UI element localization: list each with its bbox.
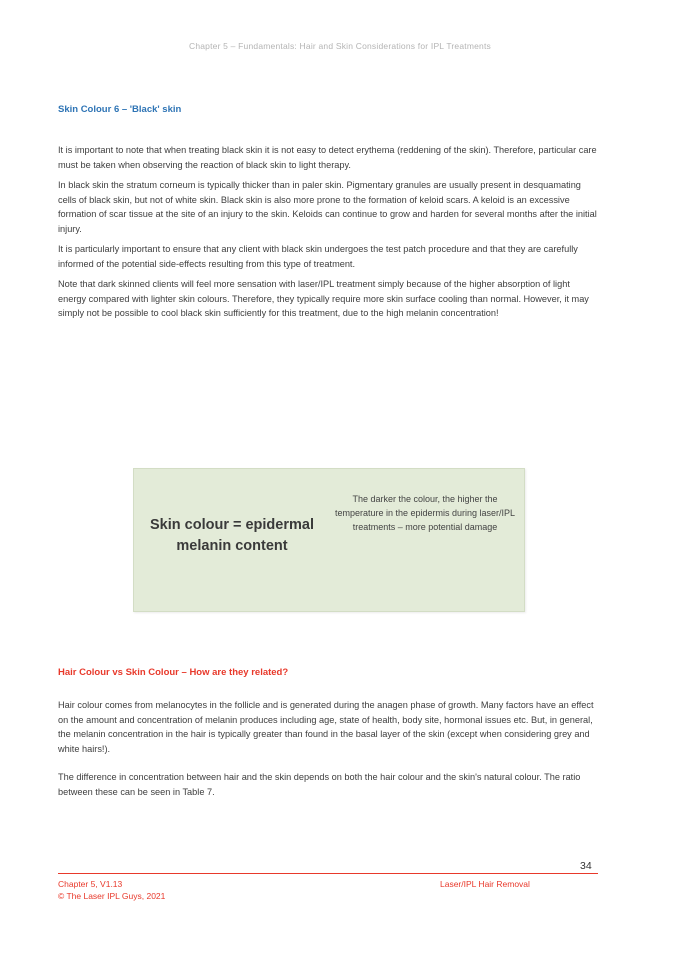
paragraph: It is important to note that when treating black skin it is not easy to detect erythema (reddening of the skin). Therefore, particular care must be taken when observing the reaction of black skin to light therapy.: [58, 145, 597, 170]
callout-box: [133, 468, 525, 612]
section-black-skin-body: [58, 143, 598, 327]
section-heading-hair-vs-skin: Hair Colour vs Skin Colour – How are they related?: [58, 667, 289, 678]
footer-chapter-version: Chapter 5, V1.13: [58, 879, 123, 889]
footer-document-title: Laser/IPL Hair Removal: [440, 879, 530, 889]
callout-key-statement: Skin colour = epidermal melanin content: [150, 517, 314, 554]
paragraph: The difference in concentration between hair and the skin depends on both the hair colour and the skin's natural colour. The ratio between these can be seen in Table 7.: [58, 772, 581, 797]
footer-copyright: © The Laser IPL Guys, 2021: [58, 891, 166, 901]
callout-explanation: The darker the colour, the higher the temperature in the epidermis during laser/IPL treatments – more potential damage: [334, 494, 516, 532]
section-hair-vs-skin-body: [58, 698, 598, 813]
paragraph: It is particularly important to ensure that any client with black skin undergoes the test patch procedure and that they are carefully informed of the potential side-effects resulting from this type of treatment.: [58, 244, 578, 269]
footer-divider: [58, 873, 598, 874]
section-heading-black-skin: Skin Colour 6 – 'Black' skin: [58, 104, 182, 115]
paragraph: In black skin the stratum corneum is typically thicker than in paler skin. Pigmentary granules are usually present in desquamating cells of black skin, but not of white skin. Black skin is also more prone to the formation of keloid scars. A keloid is an excessive formation of scar tissue at the site of an injury to the skin. Keloids can continue to grow and harden for several months after the initial injury.: [58, 180, 597, 234]
page-number: 34: [580, 860, 592, 872]
footer-left: [58, 878, 165, 902]
paragraph: Hair colour comes from melanocytes in the follicle and is generated during the anagen phase of growth. Many factors have an effect on the amount and concentration of melanin produces including age, state of health, body site, hormonal issues etc. But, in general, the melanin concentration in the hair is typically greater than found in the basal layer of the skin (except when considering grey and white hairs!).: [58, 700, 594, 754]
running-header: Chapter 5 – Fundamentals: Hair and Skin Considerations for IPL Treatments: [188, 41, 491, 51]
paragraph: Note that dark skinned clients will feel more sensation with laser/IPL treatment simply because of the higher absorption of light energy compared with lighter skin colours. Therefore, they typically require more skin surface cooling than normal. However, it may simply not be possible to cool black skin sufficiently for this treatment, due to the high melanin concentration!: [58, 279, 589, 318]
